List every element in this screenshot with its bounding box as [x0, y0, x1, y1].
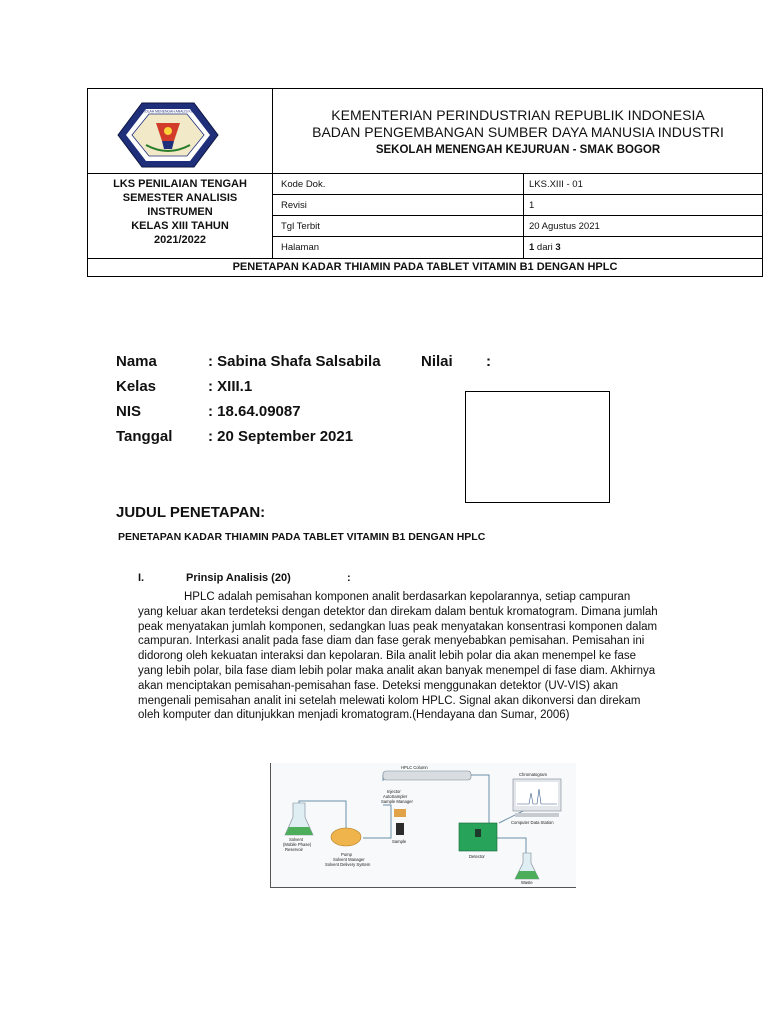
class-label: Kelas — [116, 378, 157, 395]
assessment-title-line: SEMESTER ANALISIS — [122, 192, 238, 204]
doc-value: 20 Agustus 2021 — [529, 221, 600, 232]
identity-name-row — [116, 353, 381, 370]
doc-key: Kode Dok. — [281, 179, 326, 190]
computer-label: Computer Data Station — [511, 820, 554, 825]
injector-label: Injector — [387, 789, 401, 794]
document-info-grid — [273, 174, 762, 258]
principle-paragraph: HPLC adalah pemisahan komponen analit berdasarkan kepolarannya, setiap campuran yang keluar akan terdeteksi dengan detektor dan direkam dalam bentuk kromatogram. Dimana jumlah peak menyatakan jumlah komponen, sedangkan luas peak menyatakan konsentrasi komponen dalam campuran. Interkasi analit pada fase diam dan fase gerak menyebabkan pemisahan. Pemisahan ini didorong oleh kekuatan interaksi dan kepolaran. Bila analit lebih polar dia akan menempel ke fase yang lebih polar, bila fase diam lebih polar maka analit akan banyak menempel di fase diam. Akhirnya akan menciptakan pemisahan-pemisahan fase. Deteksi menggunakan detektor (UV-VIS) akan mengenali pemisahan analit ini setelah melewati kolom HPLC. Signal akan dikonversi dan direkam oleh komputer dan ditunjukkan menjadi kromatogram.(Hendayana dan Sumar, 2006) — [138, 591, 658, 722]
ministry-line-2: BADAN PENGEMBANGAN SUMBER DAYA MANUSIA INDUSTRI — [312, 124, 724, 140]
delivery-label: Solvent Delivery System — [325, 862, 371, 867]
detector-label: Detector — [469, 854, 485, 859]
autosampler-label: AutoSampler — [383, 794, 408, 799]
identity-class-row — [116, 378, 252, 395]
ministry-line-1: KEMENTERIAN PERINDUSTRIAN REPUBLIK INDONESIA — [331, 107, 705, 123]
pump-label: Pump — [341, 852, 352, 857]
sample-vial — [396, 823, 404, 835]
logo-text-top: SEKOLAH MENENGAH ANALIS KIMIA — [138, 109, 198, 114]
school-name: SEKOLAH MENENGAH KEJURUAN - SMAK BOGOR — [375, 144, 661, 156]
doc-value: 1 — [529, 200, 535, 211]
hplc-column — [383, 771, 471, 780]
assessment-title-line: KELAS XIII TAHUN — [131, 220, 229, 232]
page-number: 1 — [529, 242, 535, 253]
nis-value: : 18.64.09087 — [208, 403, 301, 420]
document-subject: PENETAPAN KADAR THIAMIN PADA TABLET VITAMIN B1 DENGAN HPLC — [232, 261, 618, 273]
solvent-label: Solvent — [289, 837, 303, 842]
sample-label: Sample — [392, 839, 407, 844]
grade-label: Nilai — [421, 353, 453, 370]
section-number: I. — [138, 572, 145, 584]
identity-date-row — [116, 428, 353, 445]
hplc-diagram — [270, 763, 576, 888]
section-heading: JUDUL PENETAPAN: — [116, 504, 266, 521]
chromatogram-label: Chromatogram — [519, 772, 547, 777]
doc-row-code — [273, 174, 762, 195]
sample-manager-label: Sample Manager — [381, 799, 413, 804]
nis-label: NIS — [116, 403, 142, 420]
grade-colon: : — [486, 353, 491, 370]
section-colon: : — [347, 572, 351, 584]
doc-row-issue-date — [273, 216, 762, 237]
class-value: : XIII.1 — [208, 378, 253, 395]
mobile-phase-label: (Mobile Phase) — [283, 842, 312, 847]
school-logo — [116, 101, 220, 169]
assessment-title-line: LKS PENILAIAN TENGAH — [113, 178, 247, 190]
date-value: : 20 September 2021 — [208, 428, 354, 445]
page-total: 3 — [555, 242, 561, 253]
doc-value — [529, 242, 561, 253]
column-label: HPLC Column — [401, 765, 428, 770]
pump — [331, 828, 361, 846]
logo-text-bottom: BOGOR — [159, 160, 177, 165]
solvent-manager-label: Solvent Manager — [333, 857, 365, 862]
assessment-title-line: INSTRUMEN — [147, 206, 213, 218]
ministry-title — [274, 107, 762, 159]
name-label: Nama — [116, 353, 157, 370]
header-divider — [88, 258, 762, 259]
doc-row-revision — [273, 195, 762, 216]
assessment-title-line: 2021/2022 — [154, 234, 206, 246]
doc-value: LKS.XIII - 01 — [529, 179, 583, 190]
doc-row-page — [273, 237, 762, 258]
assessment-title — [88, 177, 272, 247]
section-title: Prinsip Analisis (20) — [186, 572, 291, 584]
injector — [394, 809, 406, 817]
reservoir-label: Reservoir — [285, 847, 303, 852]
identity-nis-row — [116, 403, 301, 420]
document-header-table — [87, 88, 763, 277]
doc-key: Tgl Terbit — [281, 221, 320, 232]
date-label: Tanggal — [116, 428, 173, 445]
grade-box[interactable] — [465, 391, 610, 503]
doc-key: Halaman — [281, 242, 320, 253]
waste-label: Waste — [521, 880, 533, 885]
name-value: : Sabina Shafa Salsabila — [208, 353, 381, 370]
page-of: dari — [534, 242, 556, 253]
determination-title: PENETAPAN KADAR THIAMIN PADA TABLET VITAMIN B1 DENGAN HPLC — [118, 531, 486, 543]
doc-key: Revisi — [281, 200, 307, 211]
